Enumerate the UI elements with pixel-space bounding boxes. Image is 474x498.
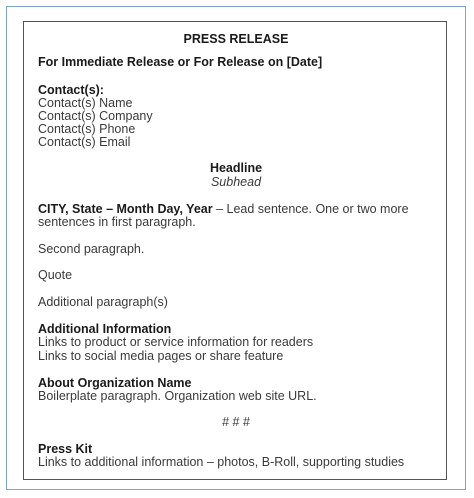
release-line: For Immediate Release or For Release on [Date]: [38, 55, 323, 69]
contact-email: Contact(s) Email: [38, 135, 131, 149]
contact-company: Contact(s) Company: [38, 109, 153, 123]
press-kit-text: Links to additional information – photos, B-Roll, supporting studies: [38, 455, 405, 469]
headline: Headline: [209, 161, 263, 175]
end-marks: # # #: [222, 415, 250, 429]
lead-sentence: – Lead sentence. One or two more: [212, 202, 409, 216]
press-kit-heading: Press Kit: [38, 442, 93, 456]
additional-info-line-2: Links to social media pages or share feature: [38, 349, 284, 363]
additional-info-line-1: Links to product or service information for readers: [38, 335, 314, 349]
additional-info-heading: Additional Information: [38, 322, 172, 336]
second-paragraph: Second paragraph.: [38, 242, 145, 256]
additional-paragraphs: Additional paragraph(s): [38, 295, 168, 309]
document-title: PRESS RELEASE: [183, 32, 289, 46]
dateline: CITY, State – Month Day, Year: [38, 202, 213, 216]
subhead: Subhead: [210, 175, 262, 189]
quote: Quote: [38, 268, 73, 282]
lead-paragraph-line-1: [38, 202, 409, 216]
contact-phone: Contact(s) Phone: [38, 122, 136, 136]
contacts-heading: Contact(s):: [38, 83, 104, 97]
press-release-document: [23, 21, 447, 480]
contact-name: Contact(s) Name: [38, 96, 133, 110]
about-text: Boilerplate paragraph. Organization web site URL.: [38, 389, 317, 403]
lead-paragraph-line-2: sentences in first paragraph.: [38, 215, 196, 229]
about-heading: About Organization Name: [38, 376, 192, 390]
